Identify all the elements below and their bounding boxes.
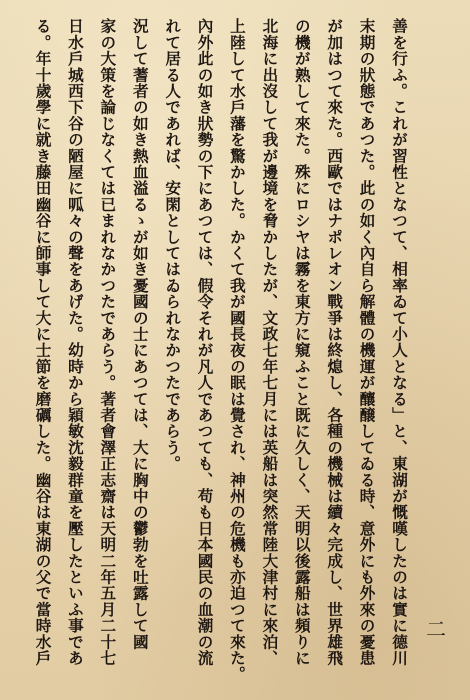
text-column: が加はつて來た。西歐ではナポレオン戰爭は終熄し、各種の機械は續々完成し、世界雄飛 <box>325 18 345 666</box>
text-column: 善を行ふ。これが習性となつて、相率ゐて小人となる」と、東湖が慨嘆したのは實に德川 <box>390 18 409 666</box>
text-column: 況して蓍者の如き熱血溢るゝが如き憂國の士にあつては、大に胸中の鬱勃を吐露して國 <box>130 18 150 650</box>
text-column: 內外此の如き狀勢の下にあつては、假令それが凡人であつても、苟も日本國民の血潮の流 <box>195 18 215 666</box>
text-column: 末期の狀態であつた。此の如く內自ら解體の機運が釀醸してゐる時、意外にも外來の憂患 <box>357 18 377 666</box>
text-column: 北海に出沒して我が邊境を脅かしたが、文政七年七月には英船は突然常陸大津村に來泊、 <box>260 18 280 666</box>
text-column: 上陸して水戶藩を驚かした。かくて我が國長夜の眠は覺され、神州の危機も亦迫つて來た。 <box>227 18 247 683</box>
page-number: 二 <box>426 617 446 641</box>
text-column: 日水戶城西下谷の陋屋に呱々の聲をあげた。幼時から穎敏沈毅群童を壓したといふ事であ <box>65 18 85 666</box>
text-column: る。年十歲學に就き藤田幽谷に師事して大に士節を磨礪した。幽谷は東湖の父で當時水戶 <box>33 18 53 666</box>
text-column: の機が熟して來た。殊にロシヤは霧を東方に窺ふこと既に久しく、天明以後露船は頻りに <box>292 18 312 666</box>
text-column: 家の大策を論じなくては已まれなかつたであらう。著者會澤正志齋は天明二年五月二十七 <box>98 18 118 666</box>
text-column: れて居る人であれば、安閑としてはゐられなかつたであらう。 <box>163 18 183 472</box>
vertical-text-body <box>26 18 415 684</box>
